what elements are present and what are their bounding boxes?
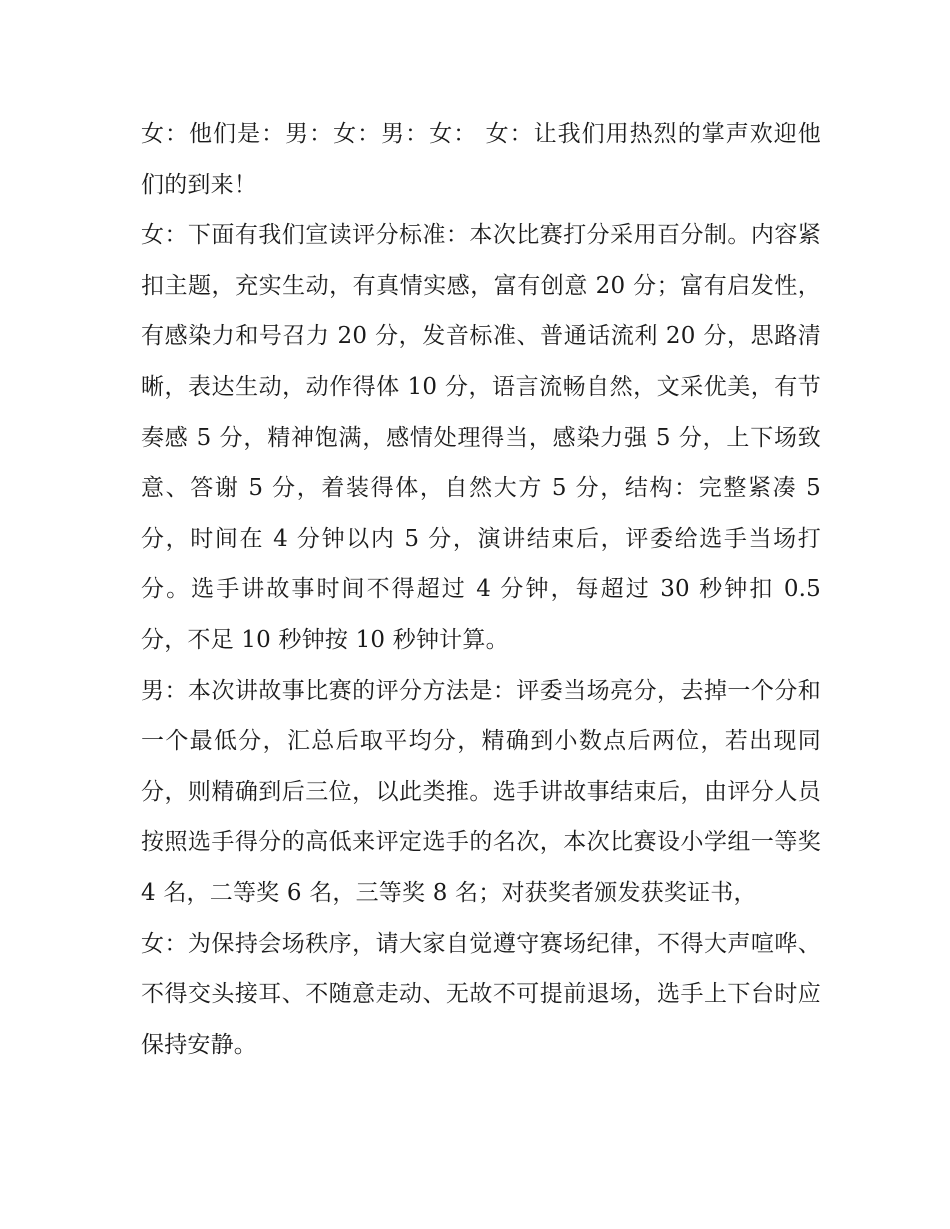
paragraph-scoring-standards: 女：下面有我们宣读评分标准：本次比赛打分采用百分制。内容紧扣主题，充实生动，有真情实感，富有创意 20 分；富有启发性，有感染力和号召力 20 分，发音标准、普通话流利 20 分，思路清晰，表达生动，动作得体 10 分，语言流畅自然，文采优美，有节奏感 5 分，精神饱满，感情处理得当，感染力强 5 分，上下场致意、答谢 5 分，着装得体，自然大方 5 分，结构：完整紧凑 5 分，时间在 4 分钟以内 5 分，演讲结束后，评委给选手当场打分。选手讲故事时间不得超过 4 分钟，每超过 30 秒钟扣 0.5 分，不足 10 秒钟按 10 秒钟计算。 xyxy=(141,222,821,653)
document-body xyxy=(141,109,821,1070)
paragraph-scoring-method: 男：本次讲故事比赛的评分方法是：评委当场亮分，去掉一个分和一个最低分，汇总后取平均分，精确到小数点后两位，若出现同分，则精确到后三位，以此类推。选手讲故事结束后，由评分人员按照选手得分的高低来评定选手的名次，本次比赛设小学组一等奖 4 名，二等奖 6 名，三等奖 8 名；对获奖者颁发获奖证书， xyxy=(141,677,821,906)
paragraph-host-intro: 女：他们是：男：女：男：女： 女：让我们用热烈的掌声欢迎他们的到来！ xyxy=(141,121,821,198)
paragraph-venue-rules: 女：为保持会场秩序，请大家自觉遵守赛场纪律，不得大声喧哗、不得交头接耳、不随意走动、无故不可提前退场，选手上下台时应保持安静。 xyxy=(141,930,821,1058)
